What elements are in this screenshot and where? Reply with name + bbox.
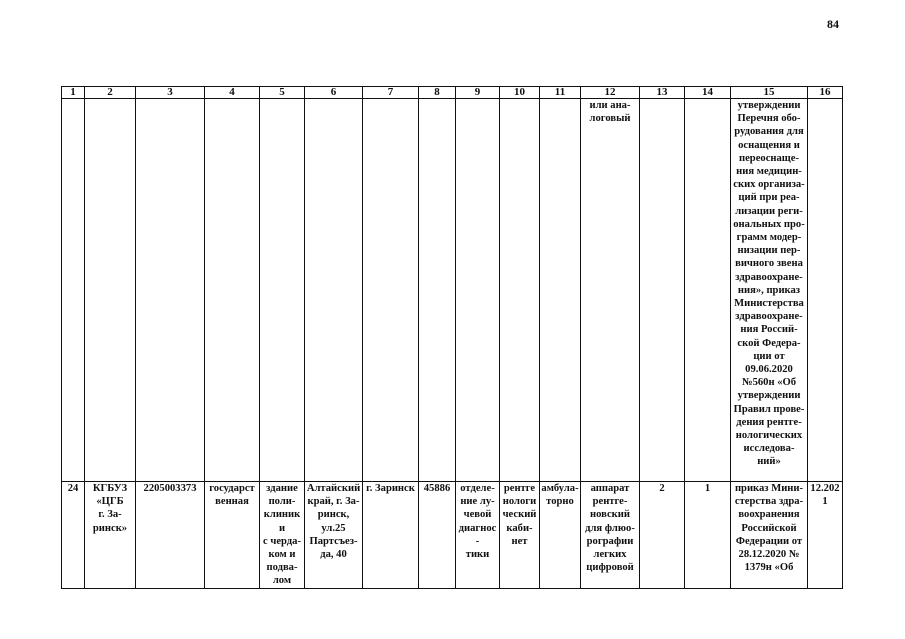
table-cell: [260, 99, 305, 482]
equipment-analog-cell: или ана- логовый: [581, 99, 640, 482]
header-cell: 10: [500, 87, 540, 99]
header-cell: 5: [260, 87, 305, 99]
cabinet-cell: рентге нологи ческий каби- нет: [500, 482, 540, 589]
table-cell: [456, 99, 500, 482]
table-cell: [500, 99, 540, 482]
table-cell: [136, 99, 205, 482]
equipment-cell: аппарат рентге- новский для флюо- рографии легких цифровой: [581, 482, 640, 589]
table-cell: [419, 99, 456, 482]
department-cell: отделе- ние лу- чевой диагнос- тики: [456, 482, 500, 589]
header-cell: 7: [363, 87, 419, 99]
header-row: [62, 87, 843, 99]
table-cell: [305, 99, 363, 482]
header-cell: 2: [85, 87, 136, 99]
building-cell: здание поли- клиники с черда- ком и подва- лом: [260, 482, 305, 589]
table-cell: [62, 99, 85, 482]
header-cell: 4: [205, 87, 260, 99]
table-cell: [640, 99, 685, 482]
header-cell: 13: [640, 87, 685, 99]
date-cell: 12.2021: [808, 482, 843, 589]
header-cell: 12: [581, 87, 640, 99]
organization-cell: КГБУЗ «ЦГБ г. За- ринск»: [85, 482, 136, 589]
header-cell: 1: [62, 87, 85, 99]
quantity-cell: 1: [685, 482, 731, 589]
header-cell: 9: [456, 87, 500, 99]
page-number: 84: [827, 17, 839, 31]
table-cell: [685, 99, 731, 482]
header-cell: 16: [808, 87, 843, 99]
table-row-continuation: [62, 99, 843, 482]
document-table: [61, 86, 843, 589]
regulation-cell: приказ Мини- стерства здра- воохранения Российской Федерации от 28.12.2020 № 1379н «Об: [731, 482, 808, 589]
table-cell: [363, 99, 419, 482]
care-type-cell: амбула- торно: [540, 482, 581, 589]
header-cell: 14: [685, 87, 731, 99]
address-cell: Алтайский край, г. За- ринск, ул.25 Партсъез- да, 40: [305, 482, 363, 589]
header-cell: 15: [731, 87, 808, 99]
regulation-cell: утверждении Перечня обо- рудования для оснащения и переоснаще- ния медицин- ских организа- ций при реа- лизации реги- ональных про- грамм модер- низации пер- вичного звена здравоохране- ния», приказ Министерства здравоохране- ния Россий- ской Федера- ции от 09.06.2020 №560н «Об утверждении Правил прове- дения рентге- нологических исследова- ний»: [731, 99, 808, 482]
table-cell: [808, 99, 843, 482]
table-cell: [540, 99, 581, 482]
inn-cell: 2205003373: [136, 482, 205, 589]
table-row: [62, 482, 843, 589]
city-cell: г. Заринск: [363, 482, 419, 589]
header-cell: 3: [136, 87, 205, 99]
population-cell: 45886: [419, 482, 456, 589]
table-cell: [85, 99, 136, 482]
header-cell: 6: [305, 87, 363, 99]
header-cell: 11: [540, 87, 581, 99]
ownership-cell: государст венная: [205, 482, 260, 589]
quantity-cell: 2: [640, 482, 685, 589]
row-number-cell: 24: [62, 482, 85, 589]
table-cell: [205, 99, 260, 482]
header-cell: 8: [419, 87, 456, 99]
